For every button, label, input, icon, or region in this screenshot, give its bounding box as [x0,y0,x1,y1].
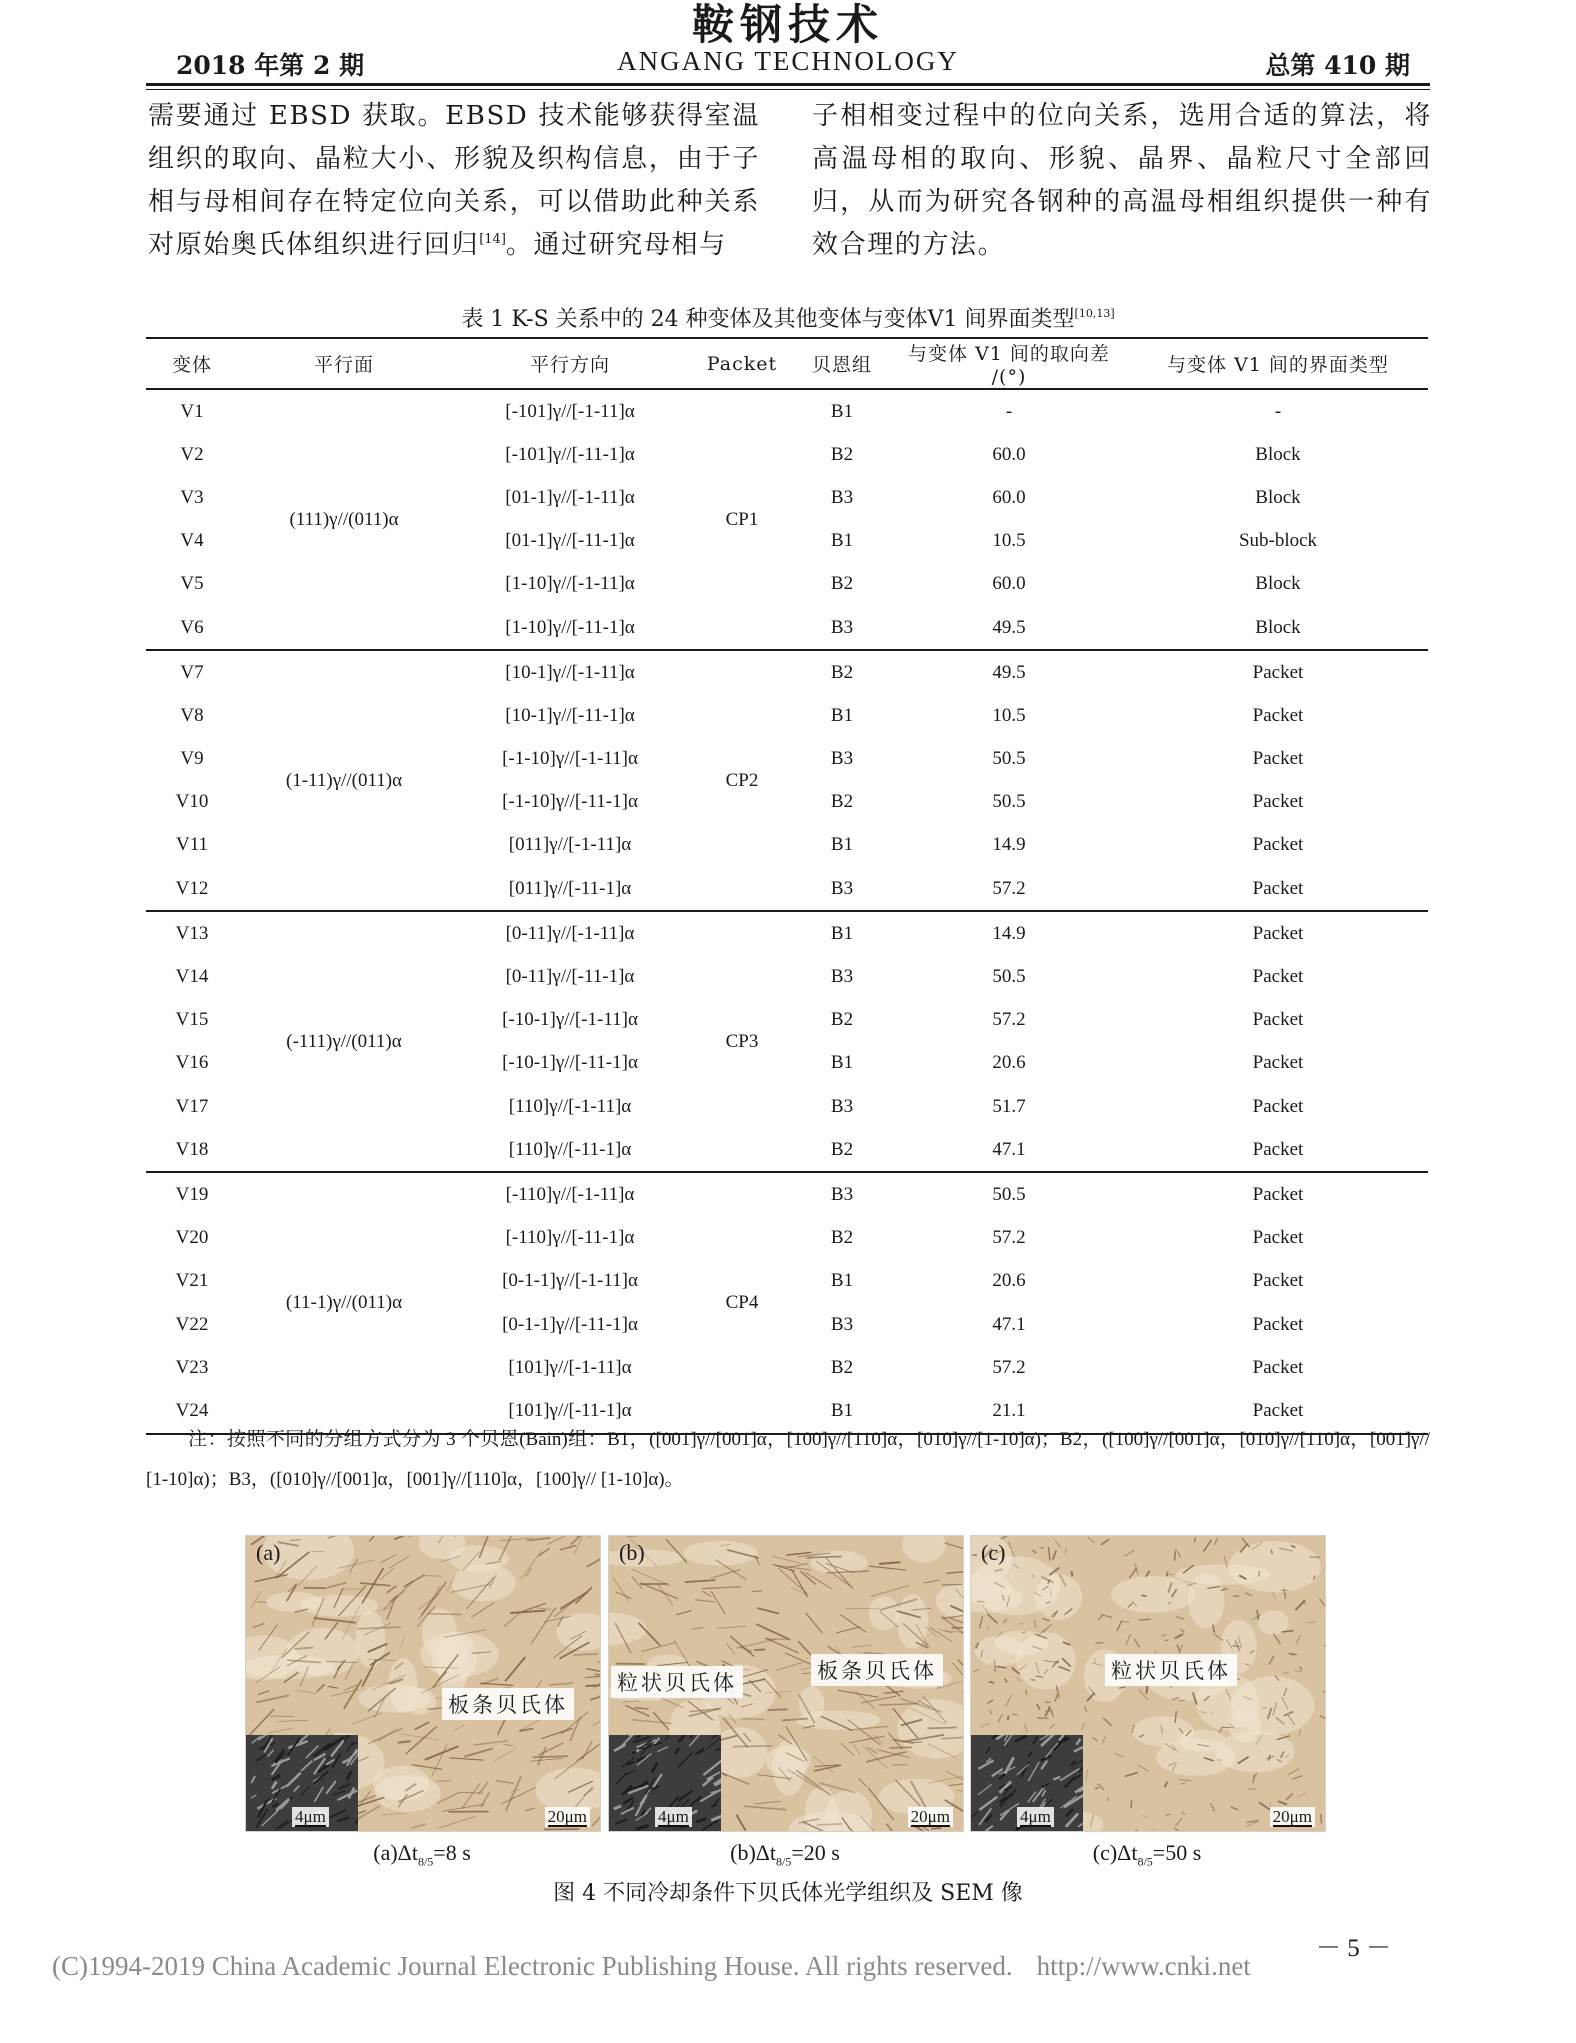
cell-variant: V24 [146,1389,238,1433]
cell-misorientation: - [1005,400,1013,422]
table-row [146,650,1428,694]
cell-variant: V4 [180,530,204,552]
cell-misorientation: 57.2 [992,1227,1026,1249]
cell-direction: [0-1-1]γ//[-11-1]α [502,1313,638,1335]
col-header-interface: 与变体 V1 间的界面类型 [1128,338,1428,389]
body-text-right: 子相相变过程中的位向关系，选用合适的算法，将高温母相的取向、形貌、晶界、晶粒尺寸全部回归，从而为研究各钢种的高温母相组织提供一种有效合理的方法。 [812,101,1432,260]
cell-misorientation: 51.7 [992,1095,1026,1117]
cell-misorientation: 50.5 [992,966,1026,988]
cell-direction: [-101]γ//[-1-11]α [505,400,635,422]
cell-misorientation: 21.1 [890,1389,1128,1433]
cell-misorientation: 47.1 [992,1313,1026,1335]
cell-direction: [01-1]γ//[-11-1]α [505,530,635,552]
cell-direction: [1-10]γ//[-11-1]α [450,606,690,650]
cell-bain: B1 [830,922,854,944]
cell-variant: V12 [146,867,238,911]
cell-bain: B3 [794,606,890,650]
table-note: 注：按照不同的分组方式分为 3 个贝恩(Bain)组：B1，([001]γ//[001]α，[100]γ//[110]α，[010]γ//[1-10]α)；B2，([100]γ//[001]α，[010]γ//[110]α，[001]γ// [1-10]α)；B3，([010]γ//[001]α，[001]γ//[110]α，[100]γ// [1-10]α)。 [146,1429,1430,1490]
sem-inset [246,1735,358,1831]
cell-bain: B2 [794,1128,890,1172]
cell-interface-type: Block [1255,443,1301,465]
cell-interface-type: Packet [1252,1009,1304,1031]
cell-misorientation: 49.5 [992,661,1026,683]
cell-interface-type: Sub-block [1238,530,1318,552]
cnki-link[interactable]: http://www.cnki.net [1036,1951,1251,1981]
cell-direction: [0-11]γ//[-11-1]α [505,966,635,988]
cell-direction: [110]γ//[-1-11]α [508,1095,632,1117]
panel-letter: (c) [981,1540,1006,1565]
main-scale-label: 20μm [1272,1807,1312,1826]
cell-direction: [101]γ//[-1-11]α [508,1356,632,1378]
table-caption-text: 表 1 K-S 关系中的 24 种变体及其他变体与变体V1 间界面类型 [461,307,1075,332]
cell-variant: V23 [175,1356,209,1378]
col-header-bain: 贝恩组 [794,338,890,389]
cell-misorientation: 10.5 [992,530,1026,552]
main-scale-bar [545,1807,590,1827]
header-rule [146,83,1430,86]
cell-bain: B2 [830,1356,854,1378]
subcaption-text: (a)Δt [373,1840,418,1865]
cell-interface-type: Block [1255,486,1301,508]
cell-misorientation: 60.0 [992,573,1026,595]
cell-bain: B3 [830,748,854,770]
copyright-footer [52,1951,1251,1982]
cell-variant: V9 [180,748,204,770]
cell-bain: B3 [830,966,854,988]
cell-direction: [101]γ//[-11-1]α [450,1389,690,1433]
body-text-left-main: 需要通过 EBSD 获取。EBSD 技术能够获得室温组织的取向、晶粒大小、形貌及织构信息，由于子相与母相间存在特定位向关系，可以借助此种关系对原始奥氏体组织进行回归 [148,101,760,260]
cell-direction: [01-1]γ//[-1-11]α [505,486,635,508]
cell-misorientation: 60.0 [992,443,1026,465]
cell-plane: (1-11)γ//(011)α [238,650,450,911]
cell-bain: B3 [830,1183,854,1205]
cell-misorientation: 49.5 [890,606,1128,650]
cell-misorientation: 57.2 [890,867,1128,911]
panel-letter: (b) [619,1540,645,1565]
phase-label: 板条贝氏体 [442,1688,574,1720]
micrograph-panel-a [245,1535,601,1832]
cell-interface-type: Packet [1252,834,1304,856]
table-row [146,1172,1428,1216]
subcaption-text: (c)Δt [1092,1840,1138,1865]
table-caption-ref: [10,13] [1074,307,1115,320]
cell-plane: (111)γ//(011)α [238,389,450,650]
cell-bain: B3 [794,867,890,911]
cell-packet: CP1 [690,389,794,650]
cell-bain: B3 [830,1313,854,1335]
cell-bain: B3 [830,486,854,508]
table-row [146,389,1428,433]
main-scale-label: 20μm [910,1807,950,1826]
panel-letter: (a) [256,1540,281,1565]
cell-variant: V8 [180,704,204,726]
cell-misorientation: 50.5 [992,748,1026,770]
cell-bain: B2 [830,661,854,683]
cell-bain: B2 [830,443,854,465]
cell-direction: [-10-1]γ//[-11-1]α [502,1052,638,1074]
variants-table [146,337,1428,1435]
col-header-variant: 变体 [146,338,238,389]
cell-direction: [-10-1]γ//[-1-11]α [502,1009,638,1031]
cell-misorientation: 20.6 [992,1270,1026,1292]
inset-scale-label: 4μm [1020,1807,1051,1826]
cell-variant: V1 [180,400,204,422]
cell-interface-type: Packet [1252,1356,1304,1378]
cell-interface-type: Packet [1252,1313,1304,1335]
cell-misorientation: 47.1 [890,1128,1128,1172]
cell-variant: V20 [175,1227,209,1249]
cell-bain: B1 [830,400,854,422]
cell-variant: V17 [175,1095,209,1117]
cell-variant: V7 [180,661,204,683]
sem-inset [609,1735,721,1831]
cell-interface-type: Packet [1128,1389,1428,1433]
cell-bain: B1 [830,530,854,552]
cell-variant: V18 [146,1128,238,1172]
cell-variant: V16 [175,1052,209,1074]
cell-variant: V2 [180,443,204,465]
cell-bain: B1 [794,1389,890,1433]
cell-interface-type: Packet [1128,1128,1428,1172]
cell-interface-type: Block [1128,606,1428,650]
page-number: － 5 － [1316,1935,1392,1962]
subcaption-text: (b)Δt [730,1840,777,1865]
subcaption-sub: 8/5 [1137,1854,1153,1869]
cell-interface-type: Packet [1252,1227,1304,1249]
cell-bain: B1 [830,1052,854,1074]
cell-direction: [-101]γ//[-11-1]α [505,443,635,465]
cell-packet: CP4 [690,1172,794,1433]
cell-variant: V3 [180,486,204,508]
main-scale-bar [908,1807,953,1827]
micrograph-panel-b [608,1535,964,1832]
cell-variant: V15 [175,1009,209,1031]
cell-misorientation: 60.0 [992,486,1026,508]
subcaption-a [245,1840,599,1869]
cell-variant: V14 [175,966,209,988]
cell-interface-type: Packet [1252,1095,1304,1117]
cell-variant: V22 [175,1313,209,1335]
cell-variant: V11 [175,834,209,856]
cell-bain: B2 [830,573,854,595]
cell-misorientation: 50.5 [992,791,1026,813]
col-header-plane: 平行面 [238,338,450,389]
phase-label: 粒状贝氏体 [1105,1654,1237,1686]
cell-plane: (-111)γ//(011)α [238,911,450,1172]
cell-interface-type: Packet [1252,791,1304,813]
main-scale-bar [1270,1807,1315,1827]
sem-inset [971,1735,1083,1831]
cell-interface-type: Packet [1128,867,1428,911]
cell-direction: [011]γ//[-1-11]α [508,834,632,856]
cell-bain: B1 [830,834,854,856]
cell-direction: [011]γ//[-11-1]α [450,867,690,911]
total-issue-label: 总第 410 期 [1265,51,1410,80]
cell-direction: [-1-10]γ//[-11-1]α [502,791,638,813]
micrograph-panel-c [970,1535,1326,1832]
cell-packet: CP3 [690,911,794,1172]
inset-scale-label: 4μm [658,1807,689,1826]
cell-plane: (11-1)γ//(011)α [238,1172,450,1433]
cell-direction: [-1-10]γ//[-1-11]α [502,748,638,770]
body-text-left-tail: 。通过研究母相与 [505,230,727,260]
cell-interface-type: Packet [1252,1052,1304,1074]
journal-name-en: ANGANG TECHNOLOGY [617,46,959,76]
cell-misorientation: 14.9 [992,834,1026,856]
citation-ref: [14] [479,232,506,247]
cell-interface-type: Packet [1252,966,1304,988]
cell-misorientation: 14.9 [992,922,1026,944]
inset-scale-label: 4μm [295,1807,326,1826]
cell-misorientation: 57.2 [992,1009,1026,1031]
cell-variant: V10 [175,791,209,813]
cell-interface-type: Packet [1252,1183,1304,1205]
cell-variant: V13 [175,922,209,944]
cell-direction: [-110]γ//[-1-11]α [505,1183,635,1205]
cell-interface-type: Packet [1252,704,1304,726]
cell-direction: [0-1-1]γ//[-1-11]α [502,1270,638,1292]
cell-direction: [-110]γ//[-11-1]α [505,1227,635,1249]
cell-interface-type: Packet [1252,748,1304,770]
cell-bain: B2 [830,1227,854,1249]
cell-bain: B2 [830,1009,854,1031]
figure-caption: 图 4 不同冷却条件下贝氏体光学组织及 SEM 像 [553,1881,1023,1906]
subcaption-c [970,1840,1324,1869]
subcaption-b [608,1840,962,1869]
cell-direction: [10-1]γ//[-1-11]α [505,661,635,683]
cell-misorientation: 10.5 [992,704,1026,726]
table-row [146,911,1428,955]
cell-variant: V5 [180,573,204,595]
inset-scale-bar [292,1807,329,1827]
body-text-left [148,95,760,267]
phase-label: 板条贝氏体 [811,1654,943,1686]
table-header-row [146,338,1428,389]
subcaption-value: =20 s [791,1840,840,1865]
issue-label: 2018 年第 2 期 [176,51,365,80]
subcaption-value: =8 s [433,1840,471,1865]
cell-interface-type: Packet [1252,661,1304,683]
inset-scale-bar [655,1807,692,1827]
main-scale-label: 20μm [547,1807,587,1826]
cell-packet: CP2 [690,650,794,911]
cell-misorientation: 20.6 [992,1052,1026,1074]
cell-interface-type: Packet [1252,922,1304,944]
col-header-packet: Packet [690,338,794,389]
cell-variant: V21 [175,1270,209,1292]
journal-title: 鞍钢技术 [691,0,884,49]
table-caption [0,302,1576,333]
cell-misorientation: 50.5 [992,1183,1026,1205]
cell-misorientation: 57.2 [992,1356,1026,1378]
phase-label: 粒状贝氏体 [611,1666,743,1698]
inset-scale-bar [1017,1807,1054,1827]
cell-direction: [10-1]γ//[-11-1]α [505,704,635,726]
subcaption-sub: 8/5 [776,1854,792,1869]
cell-variant: V6 [146,606,238,650]
subcaption-sub: 8/5 [417,1854,434,1869]
col-header-misorientation: 与变体 V1 间的取向差 /(°) [890,338,1128,389]
cell-direction: [0-11]γ//[-1-11]α [505,922,635,944]
cell-bain: B2 [830,791,854,813]
cell-direction: [110]γ//[-11-1]α [450,1128,690,1172]
cell-bain: B1 [830,1270,854,1292]
cell-interface-type: - [1274,400,1282,422]
col-header-direction: 平行方向 [450,338,690,389]
cell-interface-type: Packet [1252,1270,1304,1292]
header-rule-thin [146,89,1430,90]
cell-bain: B3 [830,1095,854,1117]
cell-direction: [1-10]γ//[-1-11]α [505,573,635,595]
subcaption-value: =50 s [1152,1840,1202,1865]
cell-bain: B1 [830,704,854,726]
copyright-text: (C)1994-2019 China Academic Journal Electronic Publishing House. All rights reserved. [52,1951,1013,1981]
cell-variant: V19 [175,1183,209,1205]
cell-interface-type: Block [1255,573,1301,595]
